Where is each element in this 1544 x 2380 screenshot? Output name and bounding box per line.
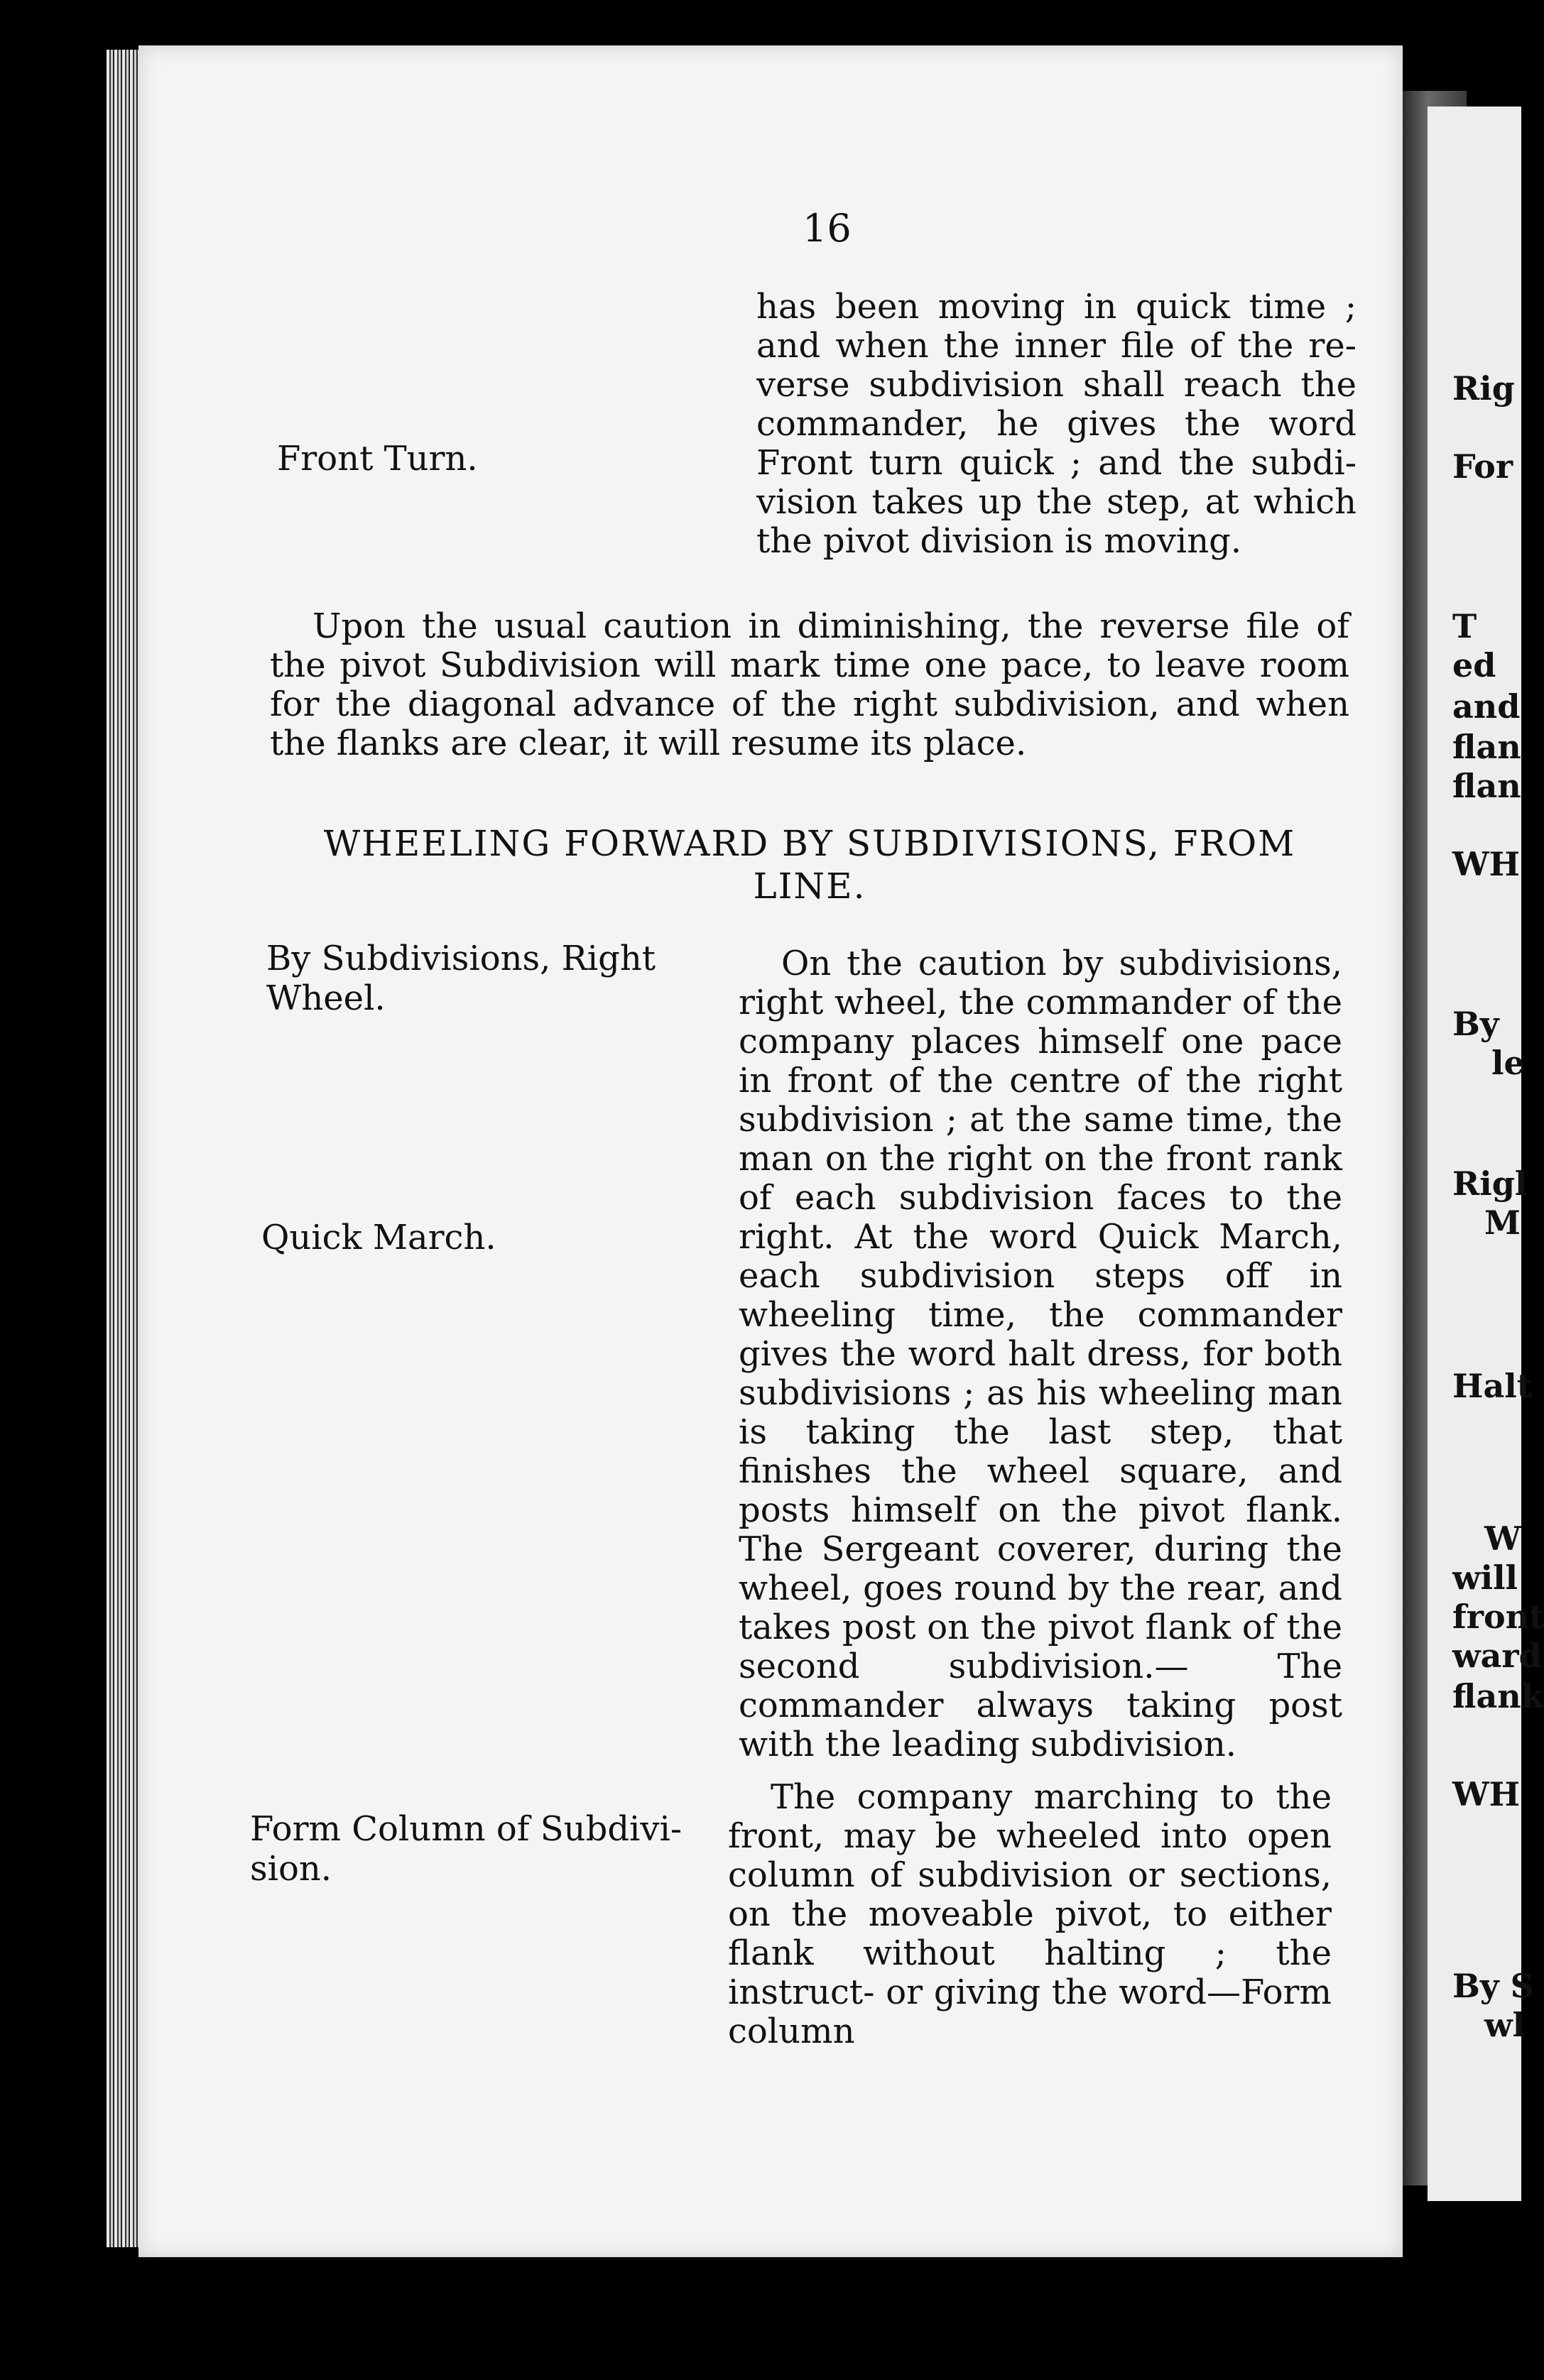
- facing-fragment: W: [1484, 1519, 1521, 1558]
- facing-fragment: By S: [1452, 1967, 1534, 2005]
- facing-fragment: wl: [1484, 2006, 1526, 2044]
- facing-fragment: front: [1452, 1598, 1544, 1636]
- margin-label-front-turn: Front Turn.: [277, 439, 478, 479]
- block3-text: [728, 1778, 1332, 2051]
- facing-fragment: le: [1491, 1044, 1525, 1082]
- block1-paragraph: has been moving in quick time ; and when the inner file of the re- verse subdivision shall reach the commander, he gives the word Front turn quick ; and the subdi- vision takes up the step, at which the pivot division is moving.: [756, 287, 1357, 561]
- facing-fragment: will: [1452, 1559, 1518, 1597]
- block2-text: [739, 944, 1342, 1764]
- facing-fragment: flank: [1452, 1677, 1544, 1715]
- facing-fragment: WH: [1452, 845, 1521, 883]
- margin-label-quick-march: Quick March.: [261, 1218, 496, 1257]
- facing-fragment: Halt: [1452, 1367, 1532, 1405]
- facing-fragment: Rigl: [1452, 1164, 1528, 1203]
- facing-page: [1428, 107, 1521, 2201]
- margin-label-form-column: Form Column of Subdivi- sion.: [250, 1809, 683, 1889]
- page-number: 16: [803, 206, 852, 251]
- facing-fragment: flan: [1452, 728, 1521, 766]
- facing-fragment: ed: [1452, 646, 1496, 684]
- facing-fragment: By: [1452, 1005, 1499, 1043]
- section-heading: WHEELING FORWARD BY SUBDIVISIONS, FROM LINE.: [323, 823, 1296, 907]
- margin-label-right-wheel: By Subdivisions, Right Wheel.: [266, 939, 656, 1018]
- paragraph-diminishing: [270, 607, 1349, 763]
- facing-fragment: For: [1452, 447, 1513, 486]
- facing-fragment: and: [1452, 687, 1521, 726]
- facing-fragment: ward: [1452, 1637, 1542, 1675]
- facing-fragment: WH: [1452, 1775, 1521, 1813]
- block3-paragraph: The company marching to the front, may be wheeled into open column of subdivision or sections, on the moveable pivot, to either flank without halting ; the instruct- or giving the word—Form column: [728, 1777, 1332, 2051]
- block2-paragraph: On the caution by subdivisions, right wheel, the commander of the company places himself one pace in front of the centre of the right subdivision ; at the same time, the man on the right on the front rank of each subdivision faces to the right. At the word Quick March, each subdivision steps off in wheeling time, the commander gives the word halt dress, for both subdivisions ; as his wheeling man is taking the last step, that finishes the wheel square, and posts himself on the pivot flank. The Sergeant coverer, during the wheel, goes round by the rear, and takes post on the pivot flank of the second subdivision.— The commander always taking post with the leading subdivision.: [739, 944, 1342, 1764]
- paragraph-diminishing-text: Upon the usual caution in diminishing, the reverse file of the pivot Subdivision will mark time one pace, to leave room for the diagonal advance of the right subdivision, and when the flanks are clear, it will resume its place.: [270, 606, 1349, 763]
- facing-fragment: M: [1484, 1203, 1521, 1242]
- facing-fragment: T: [1452, 607, 1477, 645]
- block1-text: [756, 288, 1357, 561]
- facing-fragment: flan: [1452, 767, 1521, 805]
- facing-fragment: Rig: [1452, 369, 1515, 408]
